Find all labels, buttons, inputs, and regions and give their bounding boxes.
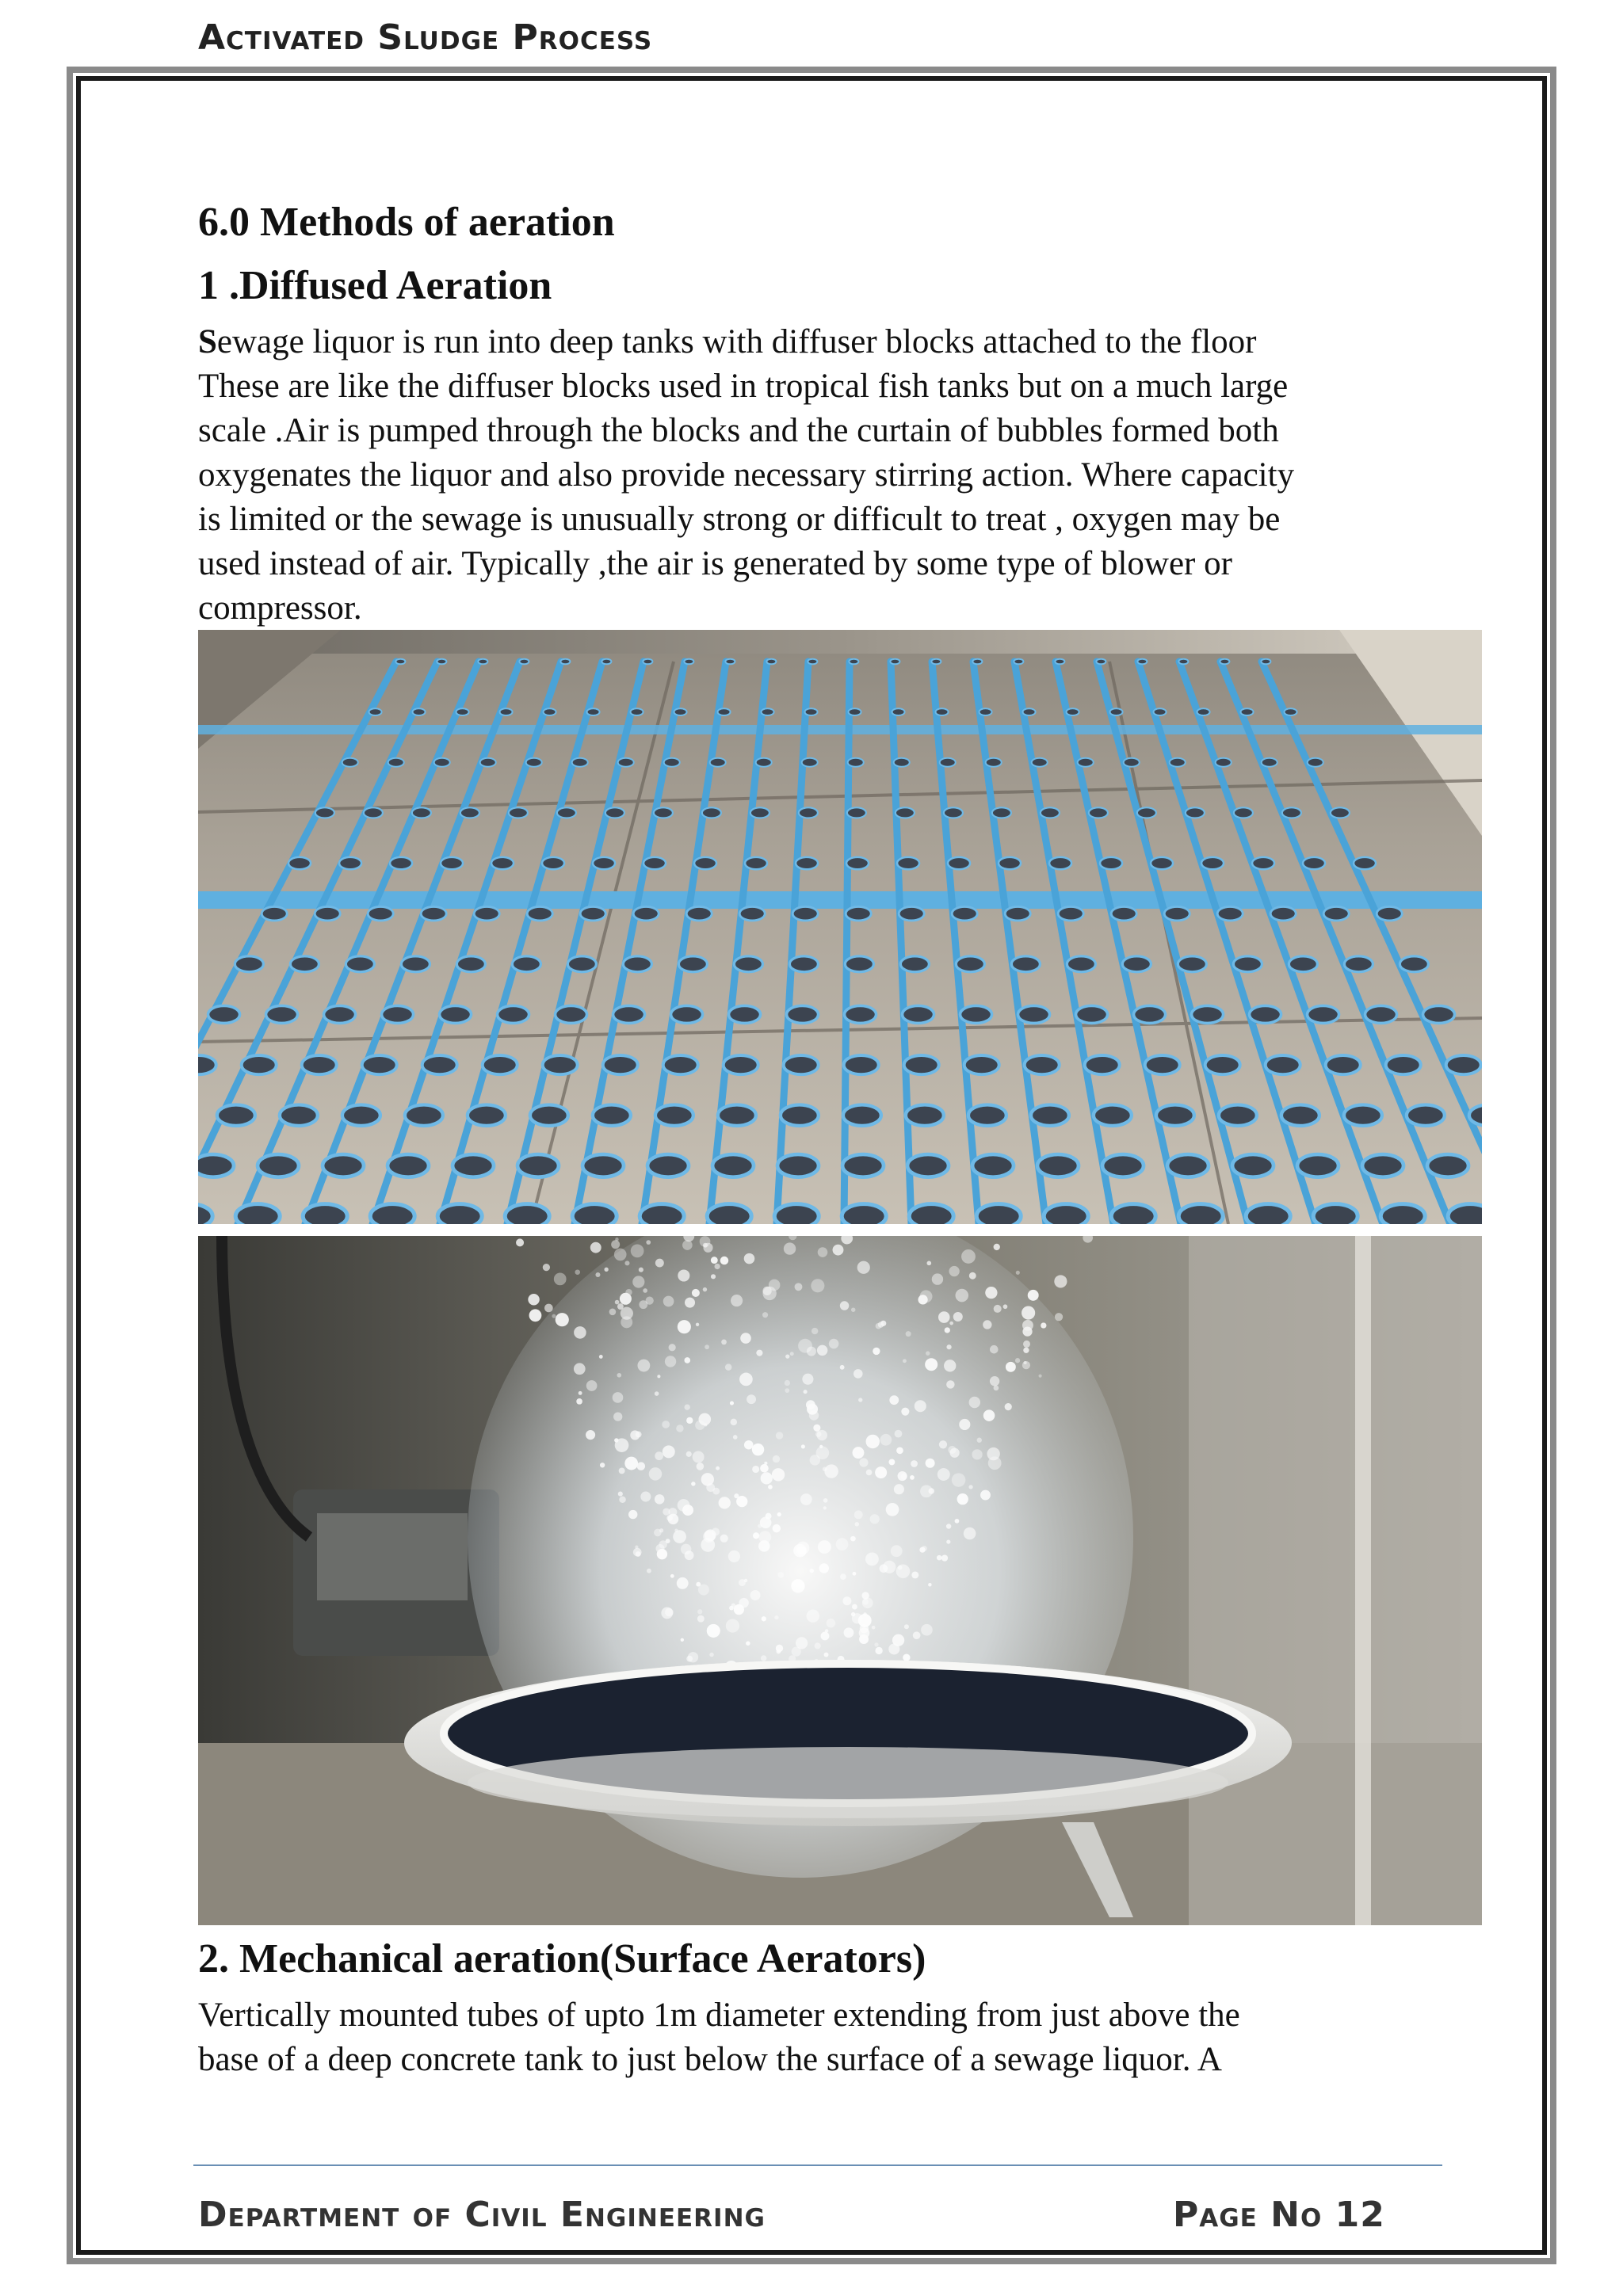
para-line: base of a deep concrete tank to just below the surface of a sewage liquor. A [198,2041,1222,2078]
para-line: is limited or the sewage is unusually strong or difficult to treat , oxygen may be [198,501,1281,538]
para-line: These are like the diffuser blocks used in tropical fish tanks but on a much large [198,368,1289,405]
para-line: oxygenates the liquor and also provide necessary stirring action. Where capacity [198,456,1295,494]
subsection-title-mechanical: 2. Mechanical aeration(Surface Aerators) [198,1936,926,1981]
mechanical-aeration-paragraph [198,1993,1482,2082]
para-line: used instead of air. Typically ,the air is generated by some type of blower or [198,545,1232,582]
footer-page-number: Page No 12 [1173,2195,1385,2235]
para-line: Sewage liquor is run into deep tanks with diffuser blocks attached to the floor [198,323,1257,360]
disc-diffuser-bubbles-photo [198,1236,1482,1925]
para-line: Vertically mounted tubes of upto 1m diameter extending from just above the [198,1997,1240,2034]
para-line: compressor. [198,589,362,627]
diffuser-grid-photo [198,630,1482,1224]
dropcap: S [198,323,217,360]
section-content [198,198,1482,631]
para-line: scale .Air is pumped through the blocks and the curtain of bubbles formed both [198,412,1279,449]
section-title: 6.0 Methods of aeration [198,200,615,245]
running-header: Activated Sludge Process [198,17,653,58]
diffused-aeration-paragraph [198,320,1482,631]
footer-department: Department of Civil Engineering [198,2195,766,2235]
subsection-title-diffused: 1 .Diffused Aeration [198,263,552,308]
footer-rule [193,2164,1442,2166]
mechanical-aeration-section [198,1935,1482,2082]
